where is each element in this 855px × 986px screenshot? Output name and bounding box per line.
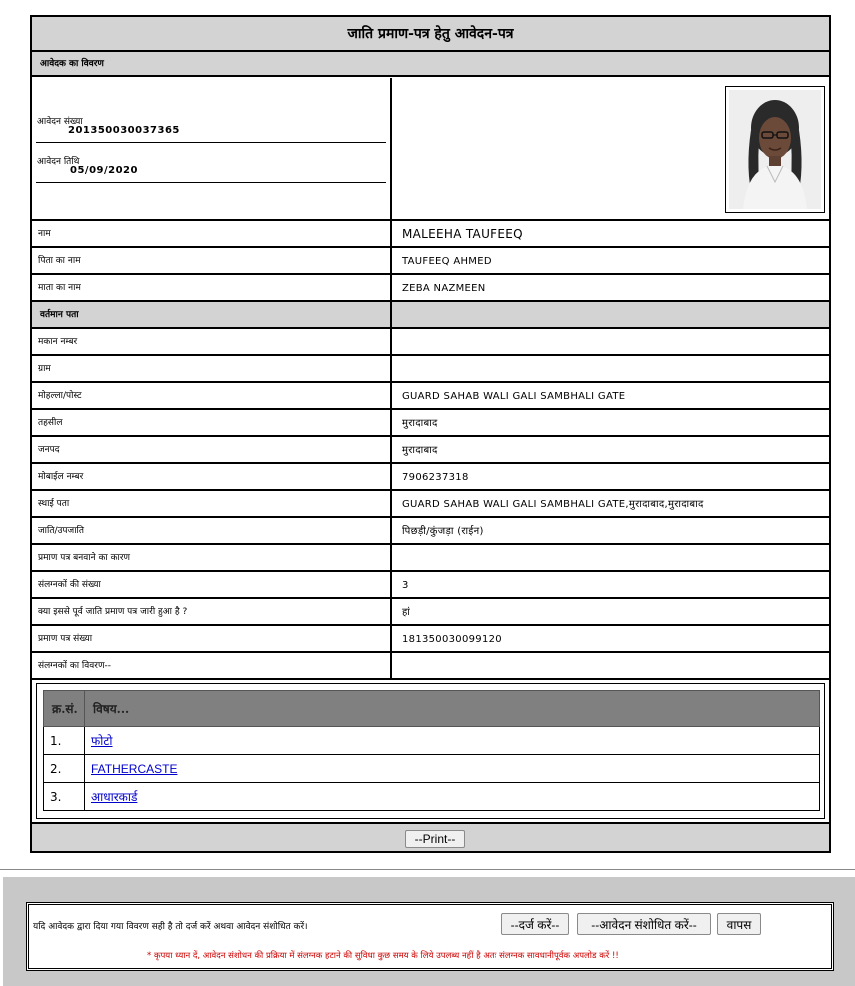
attachments-table xyxy=(43,690,820,811)
divider xyxy=(36,142,386,143)
prev-issued-value: हां xyxy=(390,599,829,624)
submit-button[interactable]: --दर्ज करें-- xyxy=(501,913,569,935)
reason-label: प्रमाण पत्र बनवाने का कारण xyxy=(38,553,131,563)
application-form xyxy=(30,15,831,853)
father-row xyxy=(32,248,829,275)
attachment-cell xyxy=(85,755,820,783)
father-label: पिता का नाम xyxy=(38,256,81,266)
cert-number-value: 181350030099120 xyxy=(390,626,829,651)
district-row xyxy=(32,437,829,464)
permanent-address-row xyxy=(32,491,829,518)
warning-text: * कृपया ध्यान दें, आवेदन संशोधन की प्रक्रिया में संलग्नक हटाने की सुविधा कुछ समय के लिये उपलब्ध नहीं है अतः संलग्नक सावधानीपूर्वक अपलोड करें !! xyxy=(147,951,619,961)
cert-number-label: प्रमाण पत्र संख्या xyxy=(38,634,93,644)
page-divider xyxy=(0,869,855,870)
address-section-right xyxy=(390,302,829,327)
name-label: नाम xyxy=(38,229,51,239)
confirm-box xyxy=(28,904,832,969)
modify-application-button[interactable]: --आवेदन संशोधित करें-- xyxy=(577,913,711,935)
caste-row xyxy=(32,518,829,545)
table-row xyxy=(44,755,820,783)
application-info xyxy=(32,78,390,219)
attach-details-row xyxy=(32,653,829,680)
application-date: 05/09/2020 xyxy=(70,165,138,176)
mother-label: माता का नाम xyxy=(38,283,81,293)
reason-row xyxy=(32,545,829,572)
attach-count-label: संलग्नकों की संख्या xyxy=(38,580,101,590)
attachments-header-row xyxy=(44,691,820,727)
mother-row xyxy=(32,275,829,302)
attachment-serial: 2. xyxy=(44,755,85,783)
column-header-subject: विषय... xyxy=(85,691,820,727)
locality-value: GUARD SAHAB WALI GALI SAMBHALI GATE xyxy=(390,383,829,408)
attachment-link-photo[interactable]: फोटो xyxy=(91,734,113,748)
district-value: मुरादाबाद xyxy=(390,437,829,462)
village-label: ग्राम xyxy=(38,364,51,374)
house-value xyxy=(390,329,829,354)
permanent-address-value: GUARD SAHAB WALI GALI SAMBHALI GATE,मुरादाबाद,मुरादाबाद xyxy=(390,491,829,516)
name-row xyxy=(32,221,829,248)
column-header-serial: क्र.सं. xyxy=(44,691,85,727)
bottom-action-panel xyxy=(3,877,855,986)
prev-issued-label: क्या इससे पूर्व जाति प्रमाण पत्र जारी हुआ है ? xyxy=(38,607,188,617)
application-date-label: आवेदन तिथि xyxy=(37,157,80,167)
attachment-cell xyxy=(85,727,820,755)
address-section-label: वर्तमान पता xyxy=(40,310,79,320)
tehsil-value: मुरादाबाद xyxy=(390,410,829,435)
house-label: मकान नम्बर xyxy=(38,337,78,347)
caste-label: जाति/उपजाति xyxy=(38,526,85,536)
application-info-row xyxy=(32,78,829,221)
village-value xyxy=(390,356,829,381)
reason-value xyxy=(390,545,829,570)
applicant-photo-icon xyxy=(729,90,821,209)
tehsil-label: तहसील xyxy=(38,418,63,428)
tehsil-row xyxy=(32,410,829,437)
permanent-address-label: स्थाई पता xyxy=(38,499,70,509)
prev-issued-row xyxy=(32,599,829,626)
caste-value: पिछड़ी/कुंजड़ा (राईन) xyxy=(390,518,829,543)
print-button[interactable]: --Print-- xyxy=(405,830,465,848)
attachment-link-aadhaar[interactable]: आधारकार्ड xyxy=(91,790,138,804)
applicant-section-label: आवेदक का विवरण xyxy=(40,59,104,69)
applicant-section-header xyxy=(32,52,829,77)
district-label: जनपद xyxy=(38,445,60,455)
application-number: 201350030037365 xyxy=(68,125,180,136)
table-row xyxy=(44,727,820,755)
attach-count-value: 3 xyxy=(390,572,829,597)
form-title: जाति प्रमाण-पत्र हेतु आवेदन-पत्र xyxy=(32,17,829,52)
mother-value: ZEBA NAZMEEN xyxy=(390,275,829,300)
attach-details-value xyxy=(390,653,829,678)
locality-row xyxy=(32,383,829,410)
photo-cell xyxy=(390,78,829,219)
confirm-text: यदि आवेदक द्वारा दिया गया विवरण सही है तो दर्ज करें अथवा आवेदन संशोधित करें। xyxy=(33,922,308,932)
attachments-panel xyxy=(36,683,825,819)
table-row xyxy=(44,783,820,811)
village-row xyxy=(32,356,829,383)
application-number-label: आवेदन संख्या xyxy=(37,117,83,127)
father-value: TAUFEEQ AHMED xyxy=(390,248,829,273)
address-section-header xyxy=(32,302,829,329)
attachment-link-fathercaste[interactable]: FATHERCASTE xyxy=(91,761,178,776)
cert-number-row xyxy=(32,626,829,653)
attach-count-row xyxy=(32,572,829,599)
locality-label: मोहल्ला/पोस्ट xyxy=(38,391,82,401)
name-value: MALEEHA TAUFEEQ xyxy=(390,221,829,246)
applicant-photo xyxy=(725,86,825,213)
attachment-serial: 3. xyxy=(44,783,85,811)
attach-details-label: संलग्नकों का विवरण-- xyxy=(38,661,111,671)
divider xyxy=(36,182,386,183)
back-button[interactable]: वापस xyxy=(717,913,761,935)
print-bar xyxy=(32,822,829,851)
attachment-serial: 1. xyxy=(44,727,85,755)
house-row xyxy=(32,329,829,356)
attachment-cell xyxy=(85,783,820,811)
mobile-label: मोबाईल नम्बर xyxy=(38,472,84,482)
mobile-row xyxy=(32,464,829,491)
mobile-value: 7906237318 xyxy=(390,464,829,489)
